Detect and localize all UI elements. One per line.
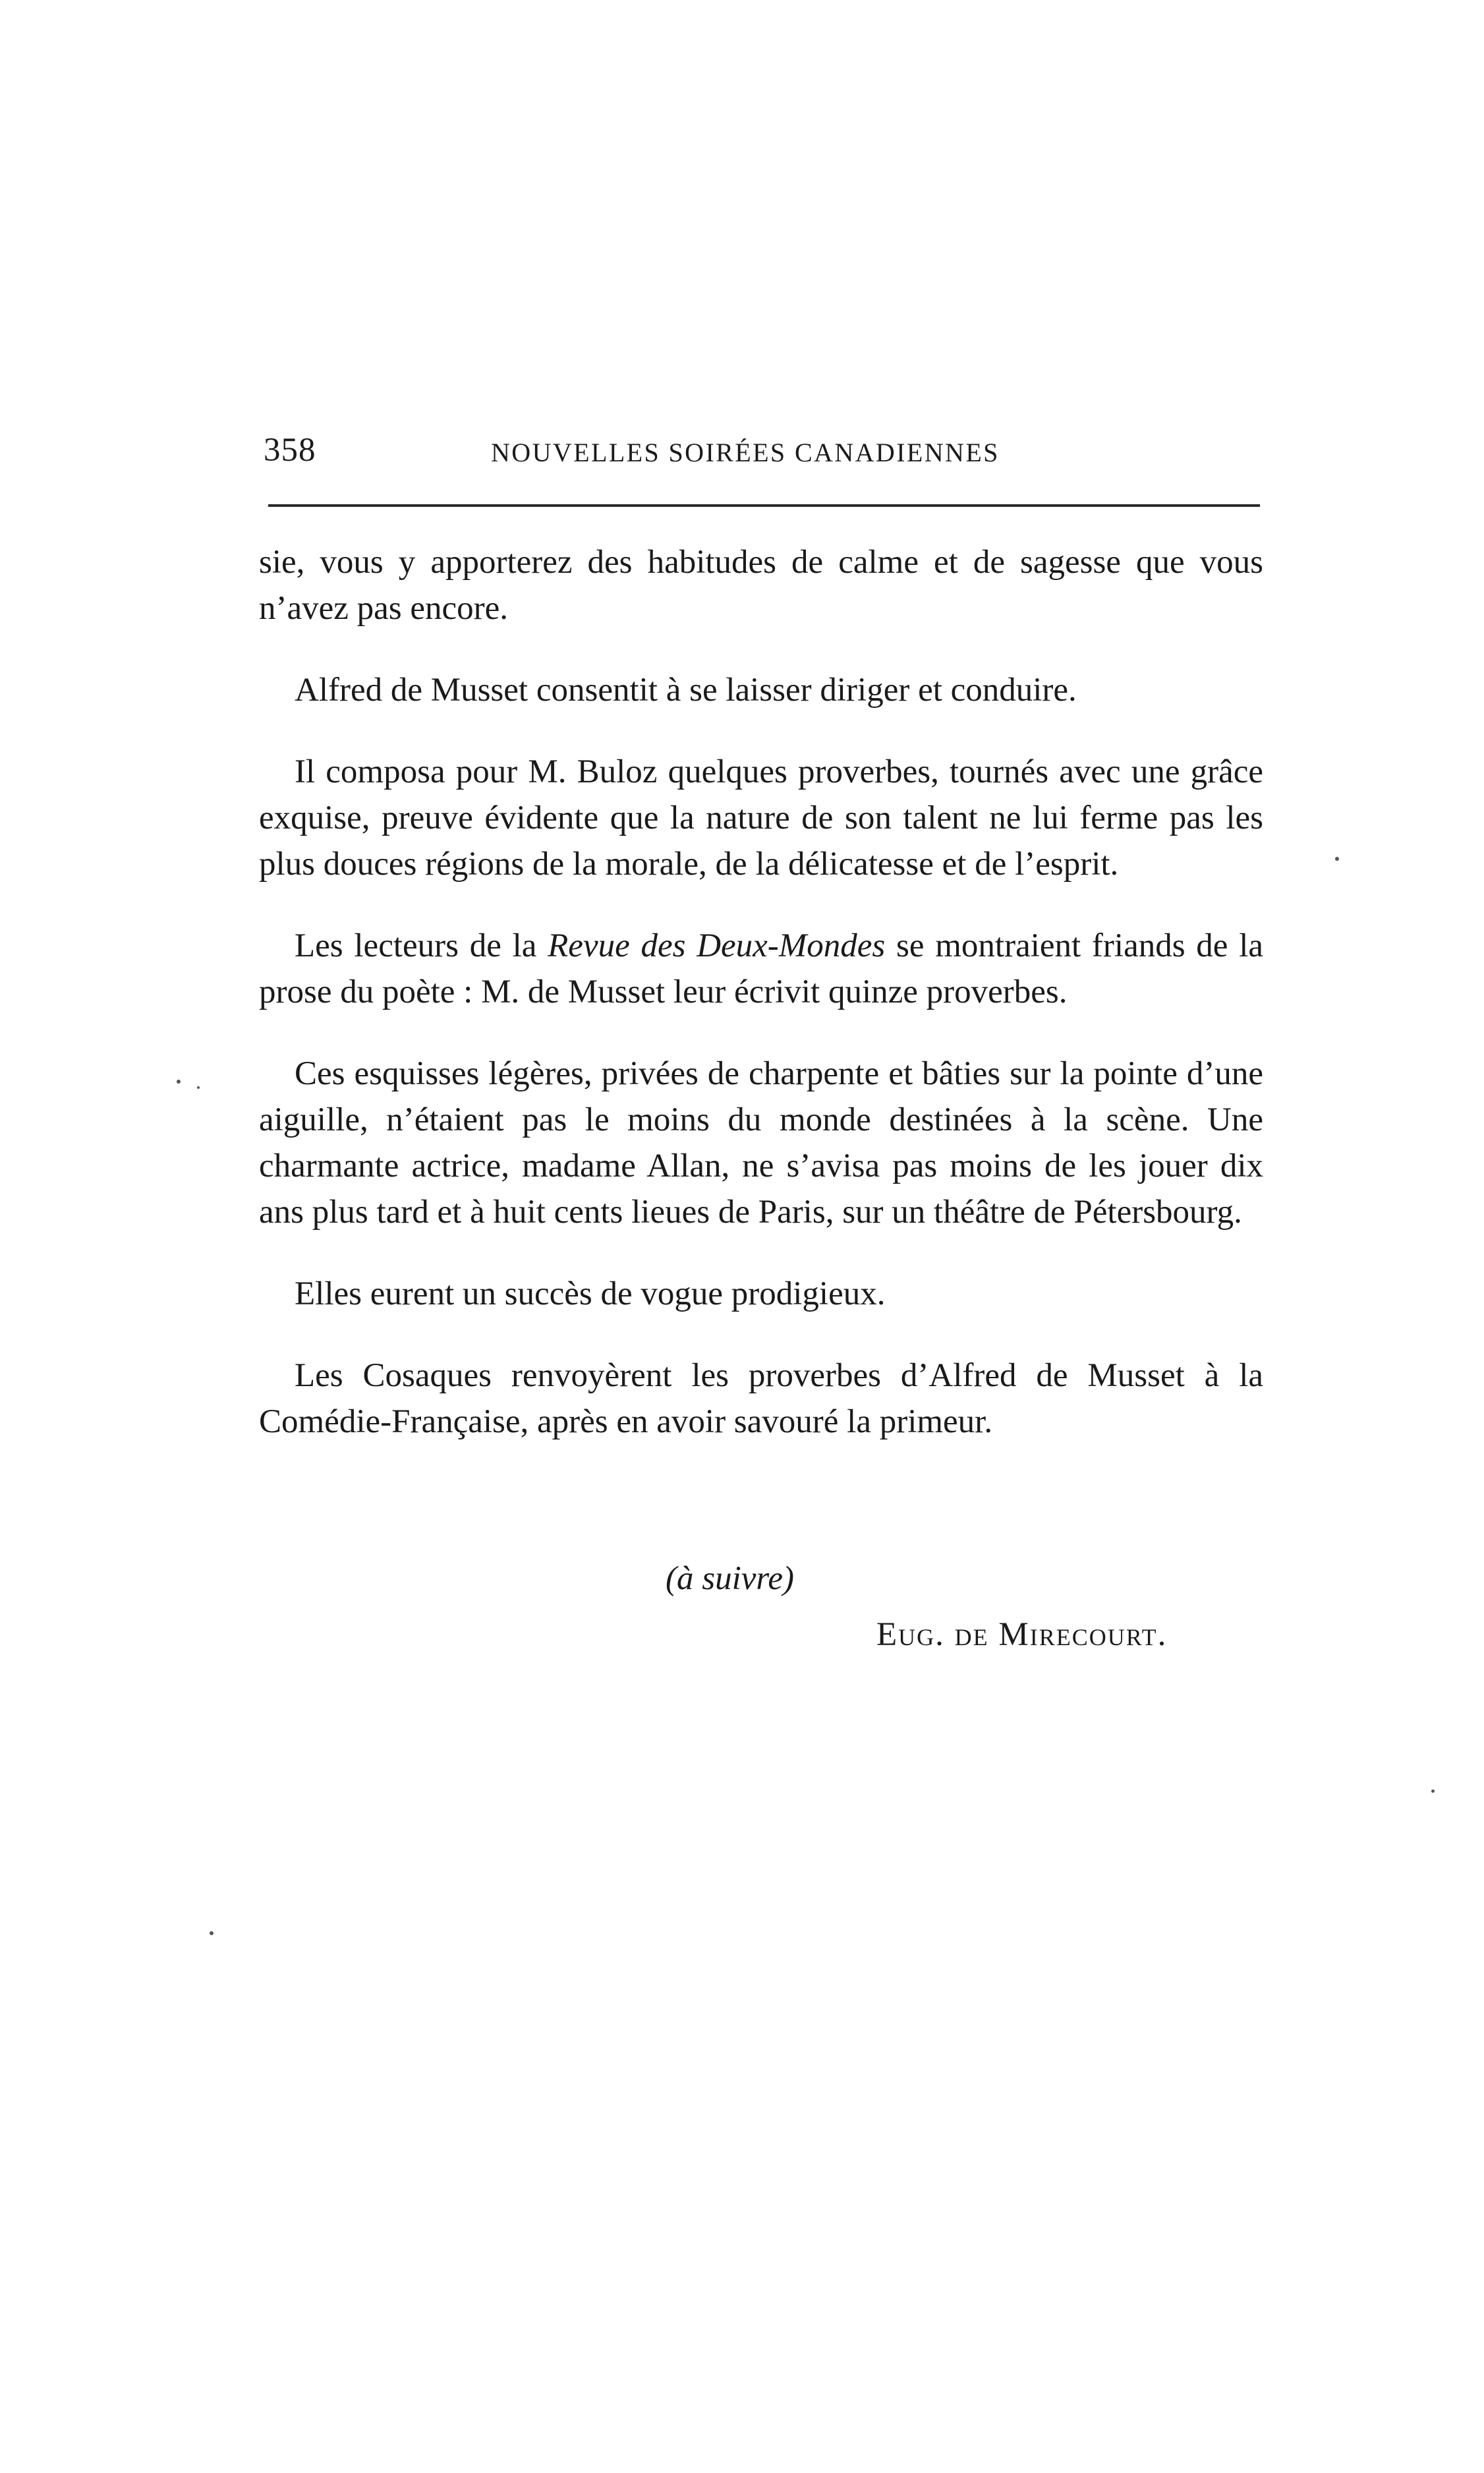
paragraph-revue-readers — [259, 923, 1263, 1015]
header-rule — [268, 504, 1260, 507]
paragraph-cossacks: Les Cosaques renvoyèrent les proverbes d’Alfred de Musset à la Comédie-Française, après en avoir savouré la primeur. — [259, 1357, 1263, 1440]
revue-text-before: Les lecteurs de la — [295, 927, 548, 964]
to-be-continued: (à suivre) — [666, 1560, 794, 1597]
paragraph-musset-consent: Alfred de Musset consentit à se laisser diriger et conduire. — [295, 672, 1077, 709]
author-signature: Eug. de Mirecourt. — [876, 1616, 1168, 1653]
scan-speck — [197, 1086, 200, 1089]
scan-speck — [210, 1931, 214, 1935]
paragraph-sketches: Ces esquisses légères, privées de charpente et bâties sur la pointe d’une aiguille, n’étaient pas le moins du monde destinées à la scène. Une charmante actrice, madame Allan, ne s’avisa pas moins de les jouer dix ans plus tard et à huit cents lieues de Paris, sur un théâtre de Pétersbourg. — [259, 1055, 1263, 1231]
paragraph-continuation: sie, vous y apporterez des habitudes de calme et de sagesse que vous n’avez pas encore. — [259, 544, 1263, 627]
paragraph-proverbs: Il composa pour M. Buloz quelques proverbes, tournés avec une grâce exquise, preuve évidente que la nature de son talent ne lui ferme pas les plus douces régions de la morale, de la délicatesse et de l’esprit. — [259, 753, 1263, 883]
page-number: 358 — [264, 432, 316, 469]
revue-title: Revue des Deux-Mondes — [548, 927, 886, 964]
revue-text-after: se montraient friands de la prose du poète : M. de Musset leur écrivit quinze proverbes. — [259, 927, 1263, 1010]
paragraph-success: Elles eurent un succès de vogue prodigieux. — [295, 1275, 886, 1312]
body-text — [259, 539, 1263, 1480]
scan-speck — [177, 1080, 181, 1084]
scan-speck — [1335, 857, 1339, 861]
scan-speck — [1431, 1789, 1435, 1793]
page-header — [264, 427, 1262, 473]
running-title: NOUVELLES SOIRÉES CANADIENNES — [491, 438, 1000, 467]
